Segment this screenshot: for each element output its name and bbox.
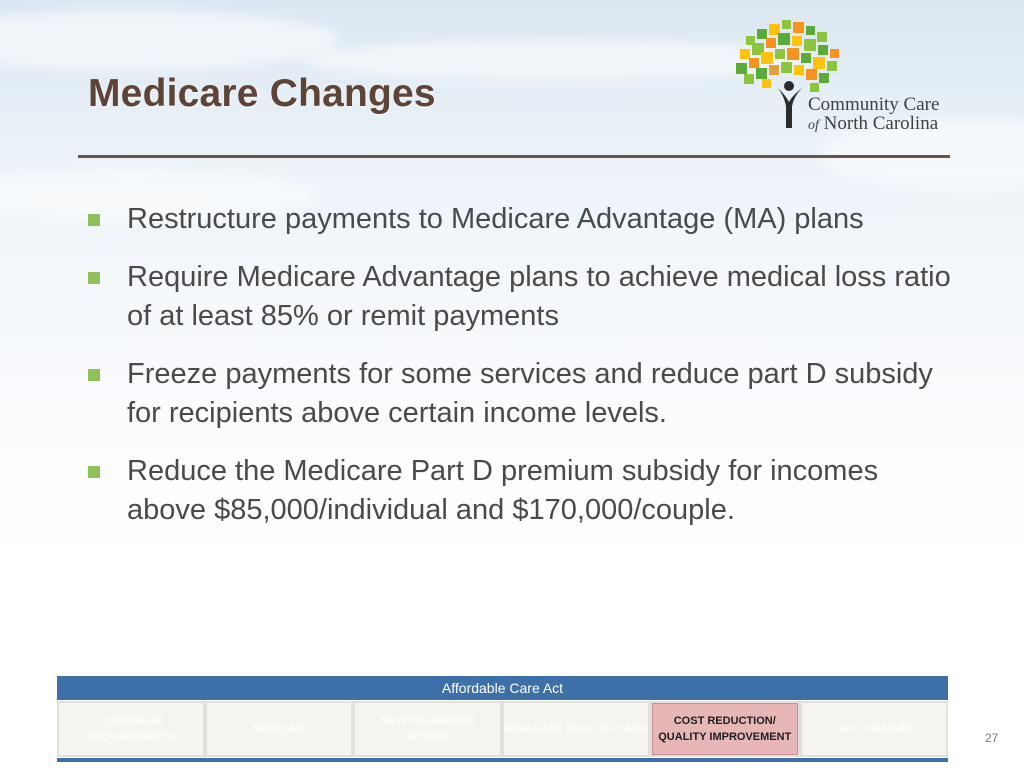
bullet-item bbox=[88, 452, 958, 530]
aca-topic-tabs bbox=[57, 701, 948, 757]
bullet-list bbox=[88, 200, 958, 549]
affordable-care-act-banner: Affordable Care Act bbox=[57, 676, 948, 700]
title-divider bbox=[78, 155, 950, 158]
bullet-item bbox=[88, 200, 958, 239]
logo-text-of: of bbox=[808, 118, 819, 133]
bullet-text: Freeze payments for some services and reduce part D subsidy for recipients above certain income levels. bbox=[127, 358, 933, 429]
square-bullet-icon bbox=[88, 466, 100, 478]
tab-cost-reduction-quality-improvement[interactable]: COST REDUCTION/ QUALITY IMPROVEMENT bbox=[652, 703, 798, 755]
footer-bottom-rule bbox=[57, 758, 948, 762]
slide-title: Medicare Changes bbox=[88, 72, 436, 115]
bullet-text: Restructure payments to Medicare Advantage (MA) plans bbox=[127, 203, 864, 235]
square-bullet-icon bbox=[88, 369, 100, 381]
background-cloud bbox=[0, 10, 340, 70]
logo-text-line1: Community Care bbox=[808, 94, 940, 115]
tab-tax-changes[interactable]: TAX CHANGES bbox=[802, 703, 946, 755]
page-number: 27 bbox=[985, 731, 999, 745]
bullet-text: Require Medicare Advantage plans to achieve medical loss ratio of at least 85% or remit payments bbox=[127, 261, 951, 332]
logo-text-state: North Carolina bbox=[818, 113, 939, 134]
tab-coverage-requirements[interactable]: COVERAGE REQUIREMENTS bbox=[59, 703, 203, 755]
tab-medicaid[interactable]: MEDICAID bbox=[207, 703, 351, 755]
tab-regulate-health-plans[interactable]: REGULATE HEALTH PLANS bbox=[504, 703, 648, 755]
square-bullet-icon bbox=[88, 214, 100, 226]
bullet-item bbox=[88, 258, 958, 336]
bullet-text: Reduce the Medicare Part D premium subsidy for incomes above $85,000/individual and $170,000/couple. bbox=[127, 455, 879, 526]
bullet-item bbox=[88, 355, 958, 433]
logo-text-line2 bbox=[808, 113, 938, 135]
square-bullet-icon bbox=[88, 272, 100, 284]
tab-new-insurance-options[interactable]: NEW INSURANCE OPTIONS bbox=[355, 703, 499, 755]
